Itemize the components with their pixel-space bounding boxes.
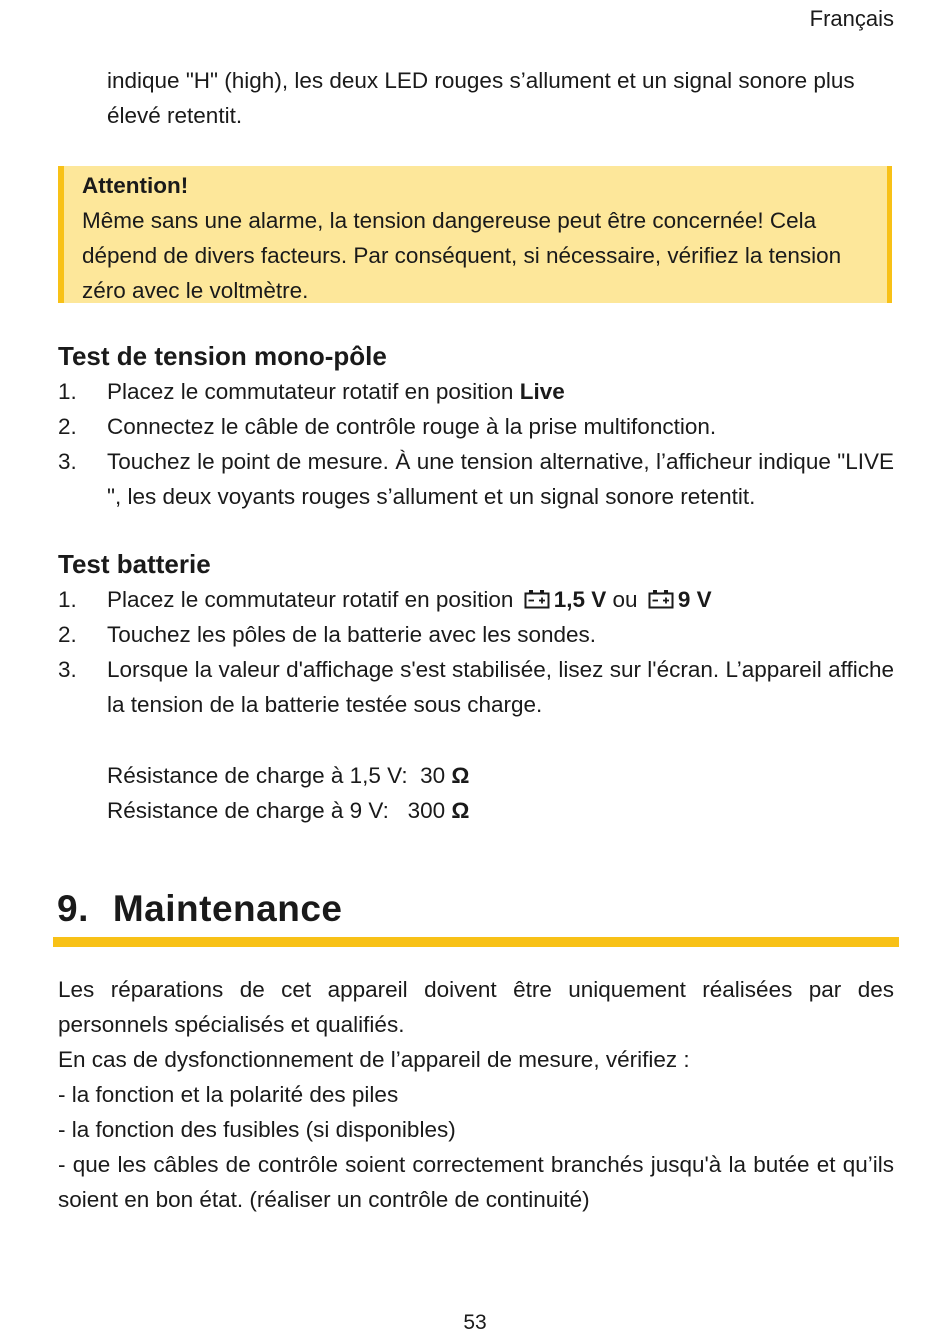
step-text: Touchez les pôles de la batterie avec les sondes. [107, 622, 597, 647]
step-text: Connectez le câble de contrôle rouge à la prise multifonction. [107, 414, 717, 439]
load-label: Résistance de charge à 9 V: [107, 798, 389, 823]
list-item [58, 652, 894, 722]
step-number: 1. [58, 379, 77, 404]
battery-heading: Test batterie [58, 549, 211, 579]
warning-body: Même sans une alarme, la tension dangereuse peut être concernée! Cela dépend de divers facteurs. Par conséquent, si nécessaire, vérifiez la tension zéro avec le voltmètre. [82, 208, 842, 303]
page-number: 53 [463, 1311, 487, 1334]
battery-option-1-5v: 1,5 V [553, 587, 607, 612]
list-item [58, 617, 894, 652]
step-bold-value: Live [519, 379, 565, 404]
maintenance-bullet: - la fonction et la polarité des piles [58, 1082, 399, 1107]
step-text: Placez le commutateur rotatif en position [107, 587, 514, 612]
maintenance-paragraph: Les réparations de cet appareil doivent être uniquement réalisées par des personnels spécialisés et qualifiés. [58, 977, 894, 1037]
intro-paragraph: indique "H" (high), les deux LED rouges s’allument et un signal sonore plus élevé retentit. [107, 68, 855, 128]
step-text: Placez le commutateur rotatif en position [107, 379, 520, 404]
maintenance-bullet: - que les câbles de contrôle soient correctement branchés jusqu'à la butée et qu’ils soient en bon état. (réaliser un contrôle de continuité) [58, 1152, 894, 1212]
battery-section [58, 546, 894, 722]
load-resistance-9v [107, 793, 469, 828]
maintenance-body [58, 972, 894, 1217]
or-text: ou [612, 587, 638, 612]
ohm-unit: Ω [451, 798, 470, 823]
load-value: 30 [420, 763, 446, 788]
battery-icon [524, 589, 550, 609]
language-label: Français [809, 6, 894, 31]
list-item [58, 374, 894, 409]
step-number: 1. [58, 587, 77, 612]
list-item [58, 409, 894, 444]
list-item [58, 444, 894, 514]
load-value: 300 [407, 798, 446, 823]
section-number: 9. [57, 888, 89, 929]
step-text: Touchez le point de mesure. À une tension alternative, l’afficheur indique "LIVE ", les deux voyants rouges s’allument et un signal sonore retentit. [107, 449, 894, 509]
list-item [58, 582, 894, 617]
step-number: 2. [58, 622, 77, 647]
ohm-unit: Ω [451, 763, 470, 788]
battery-icon [648, 589, 674, 609]
step-number: 3. [58, 449, 77, 474]
load-resistance-1-5v [107, 758, 469, 793]
heading-rule [53, 937, 899, 947]
load-label: Résistance de charge à 1,5 V: [107, 763, 408, 788]
step-text: Lorsque la valeur d'affichage s'est stabilisée, lisez sur l'écran. L’appareil affiche la tension de la batterie testée sous charge. [107, 657, 894, 717]
section-title: Maintenance [112, 888, 343, 929]
warning-title: Attention! [82, 173, 189, 198]
battery-option-9v: 9 V [677, 587, 712, 612]
mono-pole-section [58, 338, 894, 514]
step-number: 2. [58, 414, 77, 439]
step-number: 3. [58, 657, 77, 682]
maintenance-bullet: - la fonction des fusibles (si disponibles) [58, 1117, 456, 1142]
maintenance-heading [57, 883, 342, 935]
maintenance-line: En cas de dysfonctionnement de l’appareil de mesure, vérifiez : [58, 1047, 690, 1072]
warning-box [58, 166, 892, 303]
mono-pole-heading: Test de tension mono-pôle [58, 341, 387, 371]
